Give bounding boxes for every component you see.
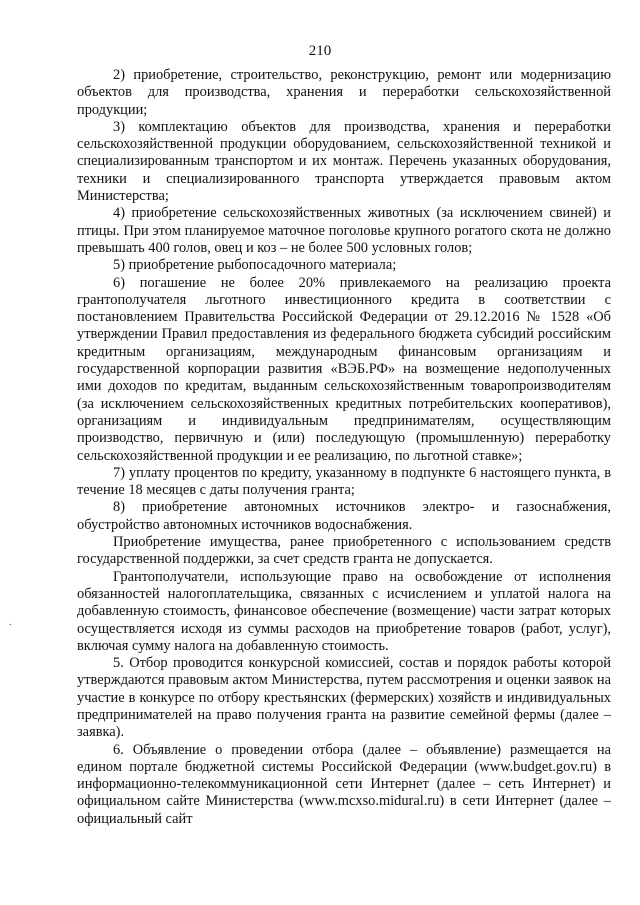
paragraph-item-7: 7) уплату процентов по кредиту, указанному в подпункте 6 настоящего пункта, в течение 18 месяцев с даты получения гранта; xyxy=(77,464,611,499)
margin-mark: . xyxy=(9,617,12,628)
paragraph-section-5: 5. Отбор проводится конкурсной комиссией, состав и порядок работы которой утверждаются правовым актом Министерства, путем рассмотрения и оценки заявок на участие в конкурсе по отбору крестьянских (фермерских) хозяйств и индивидуальных предпринимателей на право получения гранта на развитие семейной фермы (далее – заявка). xyxy=(77,655,611,741)
paragraph-item-5: 5) приобретение рыбопосадочного материала; xyxy=(113,257,397,274)
page-number: 210 xyxy=(308,43,332,59)
paragraph-item-6: 6) погашение не более 20% привлекаемого на реализацию проекта грантополучателя льготного инвестиционного кредита в соответствии с постановлением Правительства Российской Федерации от 29.12.2016 № 1528 «Об утверждении Правил предоставления из федерального бюджета субсидий российским кредитным организациям, международным финансовым организациям и государственной корпорации развития «ВЭБ.РФ» на возмещение недополученных ими доходов по кредитам, выданным сельскохозяйственным товаропроизводителям (за исключением сельскохозяйственных кредитных потребительских кооперативов), организациям и индивидуальным предпринимателям, осуществляющим производство, первичную и (или) последующую (промышленную) переработку сельскохозяйственной продукции и ее реализацию, по льготной ставке»; xyxy=(77,274,611,464)
paragraph-item-8: 8) приобретение автономных источников электро- и газоснабжения, обустройство автономных источников водоснабжения. xyxy=(77,499,611,533)
paragraph-property-restriction: Приобретение имущества, ранее приобретенного с использованием средств государственной поддержки, за счет средств гранта не допускается. xyxy=(77,534,611,568)
paragraph-section-6: 6. Объявление о проведении отбора (далее – объявление) размещается на едином портале бюджетной системы Российской Федерации (www.budget.gov.ru) в информационно-телекоммуникационной сети Интернет (далее – сеть Интернет) и официальном сайте Министерства (www.mcxso.midural.ru) в сети Интернет (далее – официальный сайт xyxy=(77,741,611,827)
paragraph-item-3: 3) комплектацию объектов для производства, хранения и переработки сельскохозяйственной продукции оборудованием, сельскохозяйственной техникой и специализированным транспортом и их монтаж. Перечень указанных оборудования, техники и специализированного транспорта утверждается правовым актом Министерства; xyxy=(77,118,611,205)
paragraph-vat-exemption: Грантополучатели, использующие право на освобождение от исполнения обязанностей налогоплательщика, связанных с исчислением и уплатой налога на добавленную стоимость, финансовое обеспечение (возмещение) части затрат которых осуществляется исходя из суммы расходов на приобретение товаров (работ, услуг), включая сумму налога на добавленную стоимость. xyxy=(77,568,611,654)
document-body xyxy=(77,67,611,828)
paragraph-item-2: 2) приобретение, строительство, реконструкцию, ремонт или модернизацию объектов для производства, хранения и переработки сельскохозяйственной продукции; xyxy=(77,67,611,118)
paragraph-item-4: 4) приобретение сельскохозяйственных животных (за исключением свиней) и птицы. При этом планируемое маточное поголовье крупного рогатого скота не должно превышать 400 голов, овец и коз – не более 500 условных голов; xyxy=(77,205,611,256)
